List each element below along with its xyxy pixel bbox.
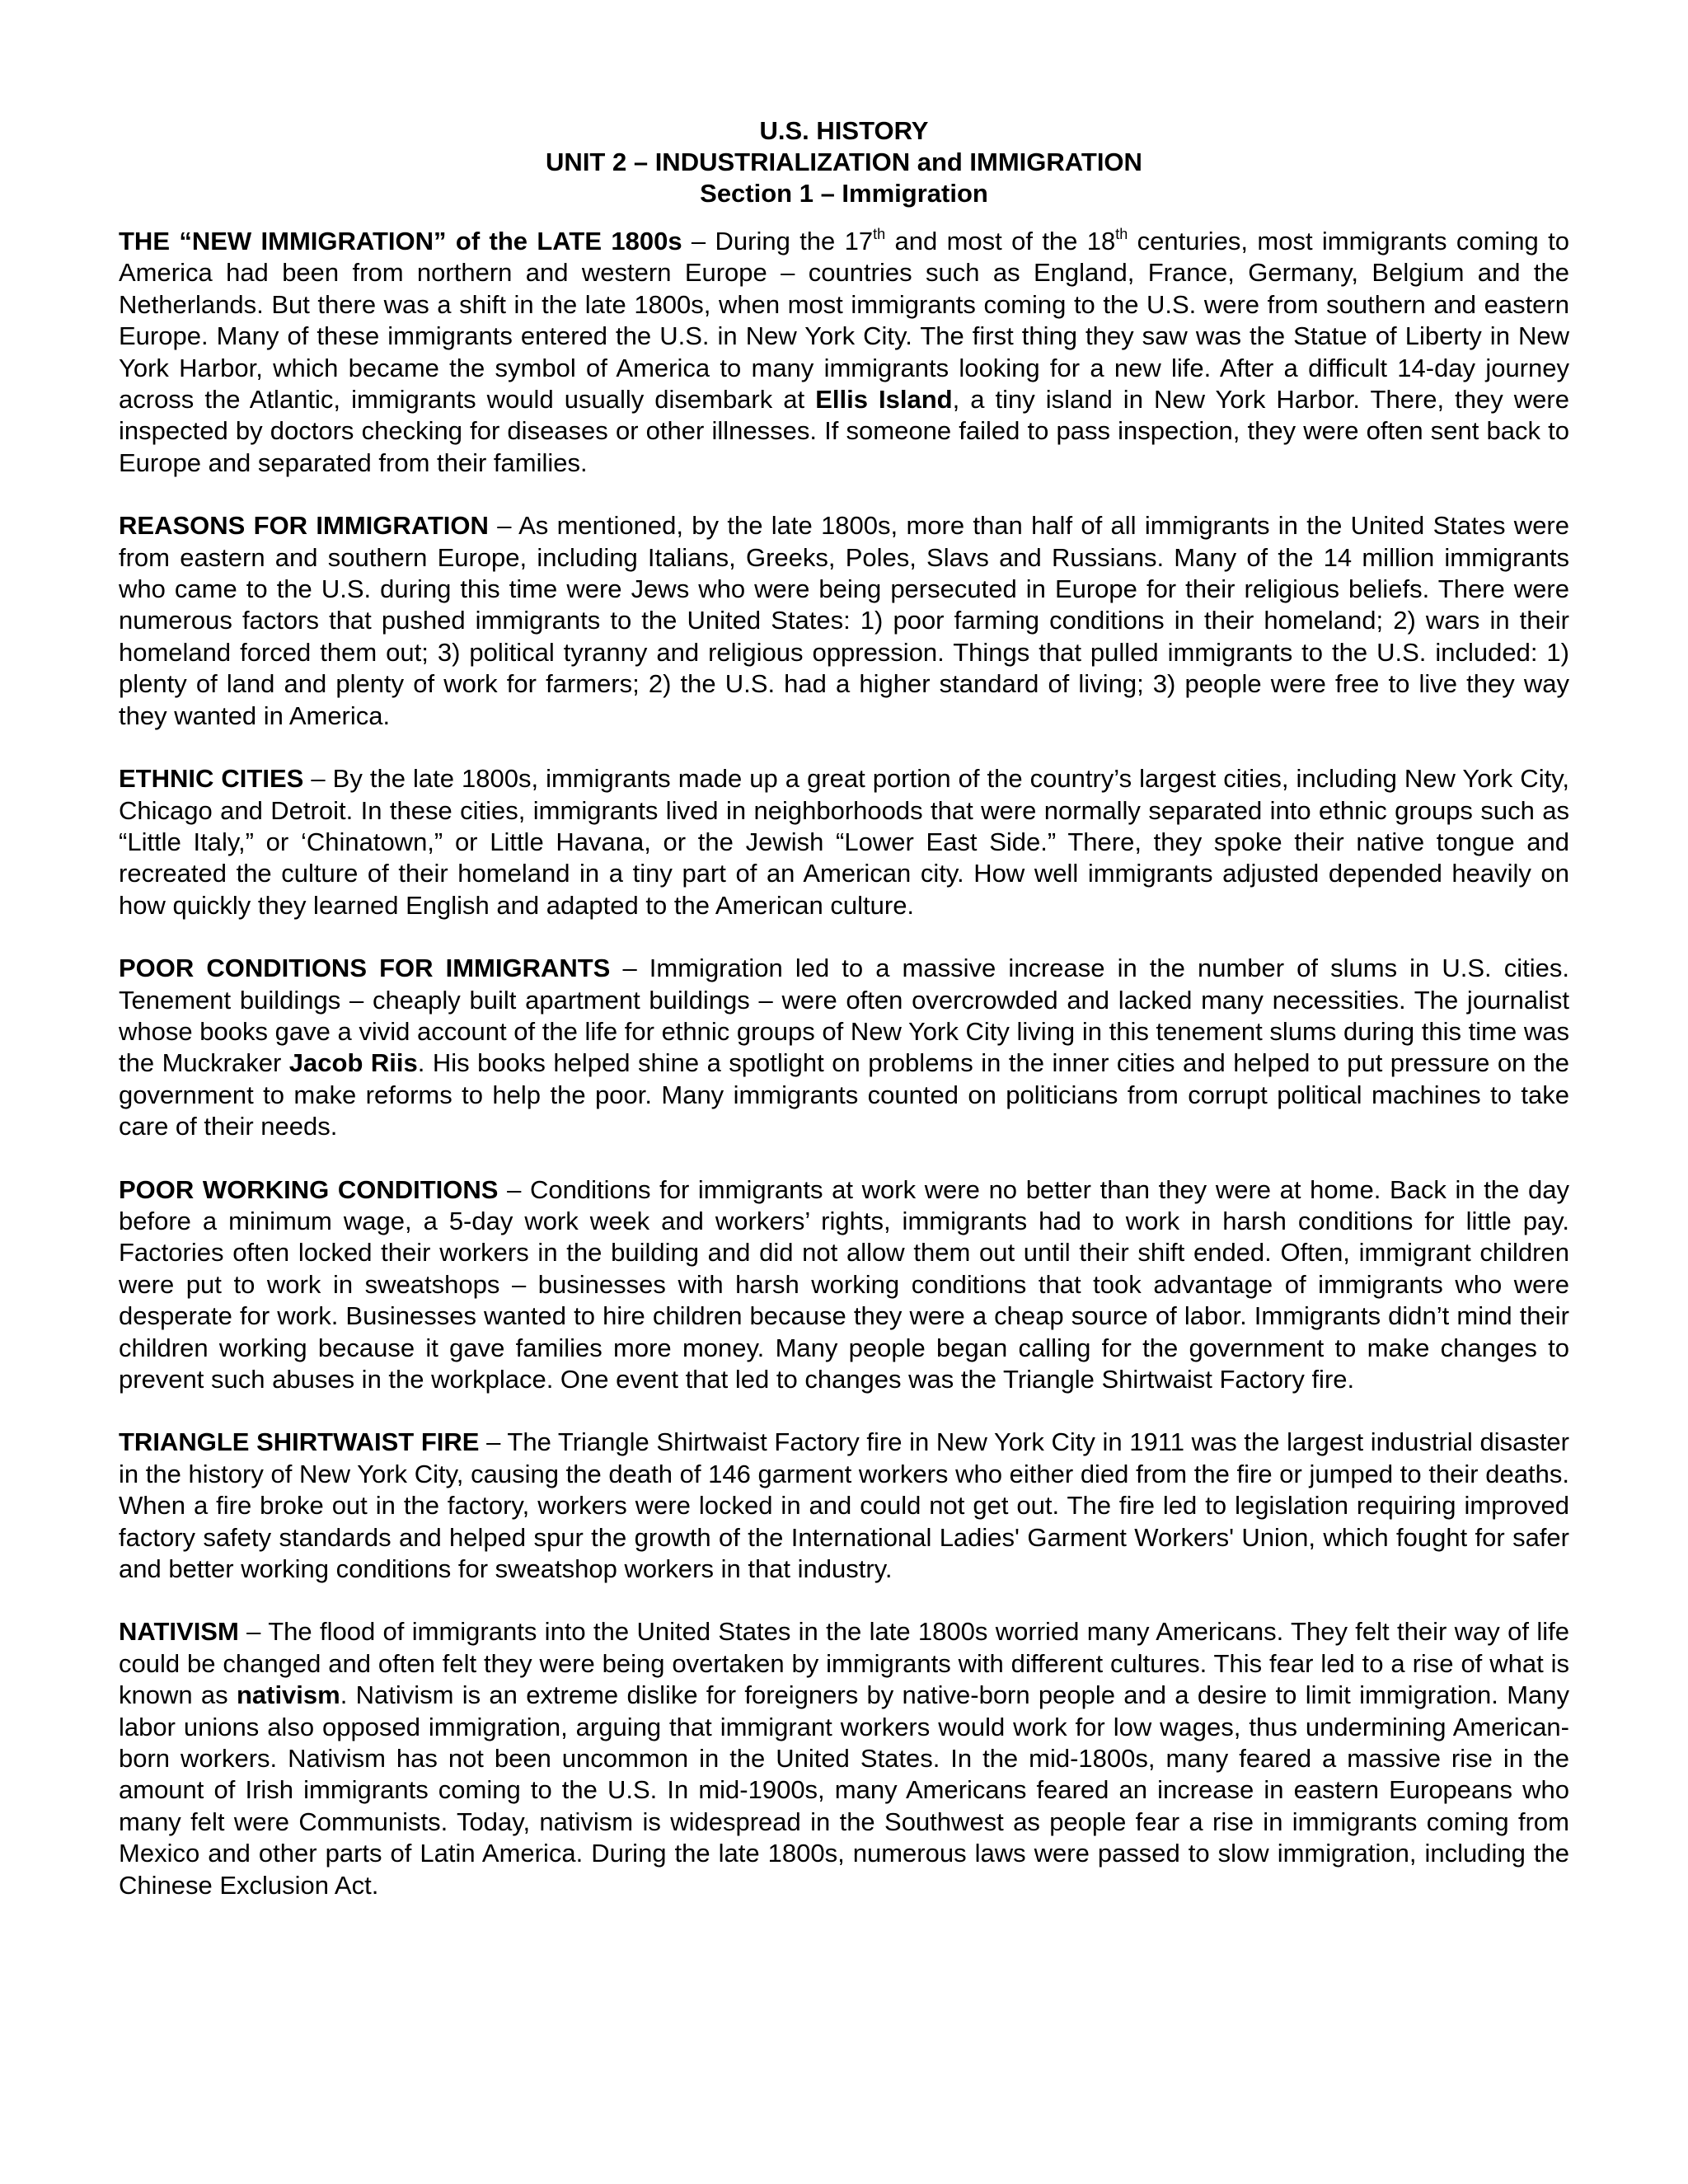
paragraph-new-immigration bbox=[119, 226, 1569, 479]
unit-title: UNIT 2 – INDUSTRIALIZATION and IMMIGRATION bbox=[546, 148, 1142, 176]
section-title: Section 1 – Immigration bbox=[700, 179, 988, 208]
text-segment: centuries, most immigrants coming to America had been from northern and western Europe – countries such as England, France, Germany, Belgium and the Netherlands. But there was a shift in the late 1800s, when most immigrants coming to the U.S. were from southern and eastern Europe. Many of these immigrants entered the U.S. in New York City. The first thing they saw was the Statue of Liberty in New York Harbor, which became the symbol of America to many immigrants looking for a new life. After a difficult 14-day journey across the Atlantic, immigrants would usually disembark at bbox=[119, 227, 1569, 415]
paragraph-triangle-fire bbox=[119, 1427, 1569, 1585]
text-segment: . His books helped shine a spotlight on problems in the inner cities and helped to put pressure on the government to make reforms to help the poor. Many immigrants counted on politicians from corrupt political machines to take care of their needs. bbox=[119, 1048, 1569, 1141]
heading-working-conditions: POOR WORKING CONDITIONS bbox=[119, 1174, 499, 1204]
document-header bbox=[119, 115, 1569, 209]
heading-nativism: NATIVISM bbox=[119, 1617, 239, 1647]
heading-ethnic-cities: ETHNIC CITIES bbox=[119, 764, 304, 794]
heading-poor-conditions: POOR CONDITIONS FOR IMMIGRANTS bbox=[119, 954, 611, 983]
text-segment: and most of the 18 bbox=[885, 227, 1116, 255]
text-segment: – Conditions for immigrants at work were no better than they were at home. Back in the day before a minimum wage, a 5-day work week and workers’ rights, immigrants had to work in harsh conditions for little pay. Factories often locked their workers in the building and did not allow them out until their shift ended. Often, immigrant children were put to work in sweatshops – businesses with harsh working conditions that took advantage of immigrants who were desperate for work. Businesses wanted to hire children because they were a cheap source of labor. Immigrants didn’t mind their children working because it gave families more money. Many people began calling for the government to make changes to prevent such abuses in the workplace. One event that led to changes was the Triangle Shirtwaist Factory fire. bbox=[119, 1174, 1569, 1394]
paragraph-ethnic-cities bbox=[119, 763, 1569, 921]
term-nativism: nativism bbox=[236, 1680, 340, 1710]
text-segment: . Nativism is an extreme dislike for foreigners by native-born people and a desire to limit immigration. Many labor unions also opposed immigration, arguing that immigrant workers would work for low wages, thus undermining American-born workers. Nativism has not been uncommon in the United States. In the mid-1800s, many feared a massive rise in the amount of Irish immigrants coming to the U.S. In mid-1900s, many Americans feared an increase in eastern Europeans who many felt were Communists. Today, nativism is widespread in the Southwest as people fear a rise in immigrants coming from Mexico and other parts of Latin America. During the late 1800s, numerous laws were passed to slow immigration, including the Chinese Exclusion Act. bbox=[119, 1680, 1569, 1900]
paragraph-reasons bbox=[119, 510, 1569, 732]
term-jacob-riis: Jacob Riis bbox=[288, 1048, 418, 1078]
text-segment: – The flood of immigrants into the United States in the late 1800s worried many Americans. They felt their way of life could be changed and often felt they were being overtaken by immigrants with different cultures. This fear led to a rise of what is known as bbox=[119, 1617, 1569, 1710]
superscript: th bbox=[1115, 225, 1128, 242]
text-segment: – The Triangle Shirtwaist Factory fire in New York City in 1911 was the largest industrial disaster in the history of New York City, causing the death of 146 garment workers who either died from the fire or jumped to their deaths. When a fire broke out in the factory, workers were locked in and could not get out. The fire led to legislation requiring improved factory safety standards and helped spur the growth of the International Ladies' Garment Workers' Union, which fought for safer and better working conditions for sweatshop workers in that industry. bbox=[119, 1427, 1569, 1584]
heading-reasons: REASONS FOR IMMIGRATION bbox=[119, 511, 489, 541]
superscript: th bbox=[873, 225, 886, 242]
text-segment: , a tiny island in New York Harbor. There, they were inspected by doctors checking for diseases or other illnesses. If someone failed to pass inspection, they were often sent back to Europe and separated from their families. bbox=[119, 385, 1569, 477]
paragraph-working-conditions bbox=[119, 1174, 1569, 1396]
paragraph-nativism bbox=[119, 1616, 1569, 1901]
text-segment: – During the 17 bbox=[682, 227, 874, 255]
paragraph-poor-conditions bbox=[119, 953, 1569, 1142]
course-title: U.S. HISTORY bbox=[759, 116, 929, 145]
text-segment: – Immigration led to a massive increase in the number of slums in U.S. cities. Tenement buildings – cheaply built apartment buildings – were often overcrowded and lacked many necessities. The journalist whose books gave a vivid account of the life for ethnic groups of New York City living in this tenement slums during this time was the Muckraker bbox=[119, 954, 1569, 1078]
term-ellis-island: Ellis Island bbox=[815, 385, 953, 415]
document-page bbox=[119, 115, 1569, 1933]
text-segment: – As mentioned, by the late 1800s, more than half of all immigrants in the United States were from eastern and southern Europe, including Italians, Greeks, Poles, Slavs and Russians. Many of the 14 million immigrants who came to the U.S. during this time were Jews who were being persecuted in Europe for their religious beliefs. There were numerous factors that pushed immigrants to the United States: 1) poor farming conditions in their homeland; 2) wars in their homeland forced them out; 3) political tyranny and religious oppression. Things that pulled immigrants to the U.S. included: 1) plenty of land and plenty of work for farmers; 2) the U.S. had a higher standard of living; 3) people were free to live they way they wanted in America. bbox=[119, 511, 1569, 730]
heading-triangle-fire: TRIANGLE SHIRTWAIST FIRE bbox=[119, 1427, 480, 1457]
heading-new-immigration: THE “NEW IMMIGRATION” of the LATE 1800s bbox=[119, 227, 682, 255]
text-segment: – By the late 1800s, immigrants made up a great portion of the country’s largest cities, including New York City, Chicago and Detroit. In these cities, immigrants lived in neighborhoods that were normally separated into ethnic groups such as “Little Italy,” or ‘Chinatown,” or Little Havana, or the Jewish “Lower East Side.” There, they spoke their native tongue and recreated the culture of their homeland in a tiny part of an American city. How well immigrants adjusted depended heavily on how quickly they learned English and adapted to the American culture. bbox=[119, 764, 1570, 920]
